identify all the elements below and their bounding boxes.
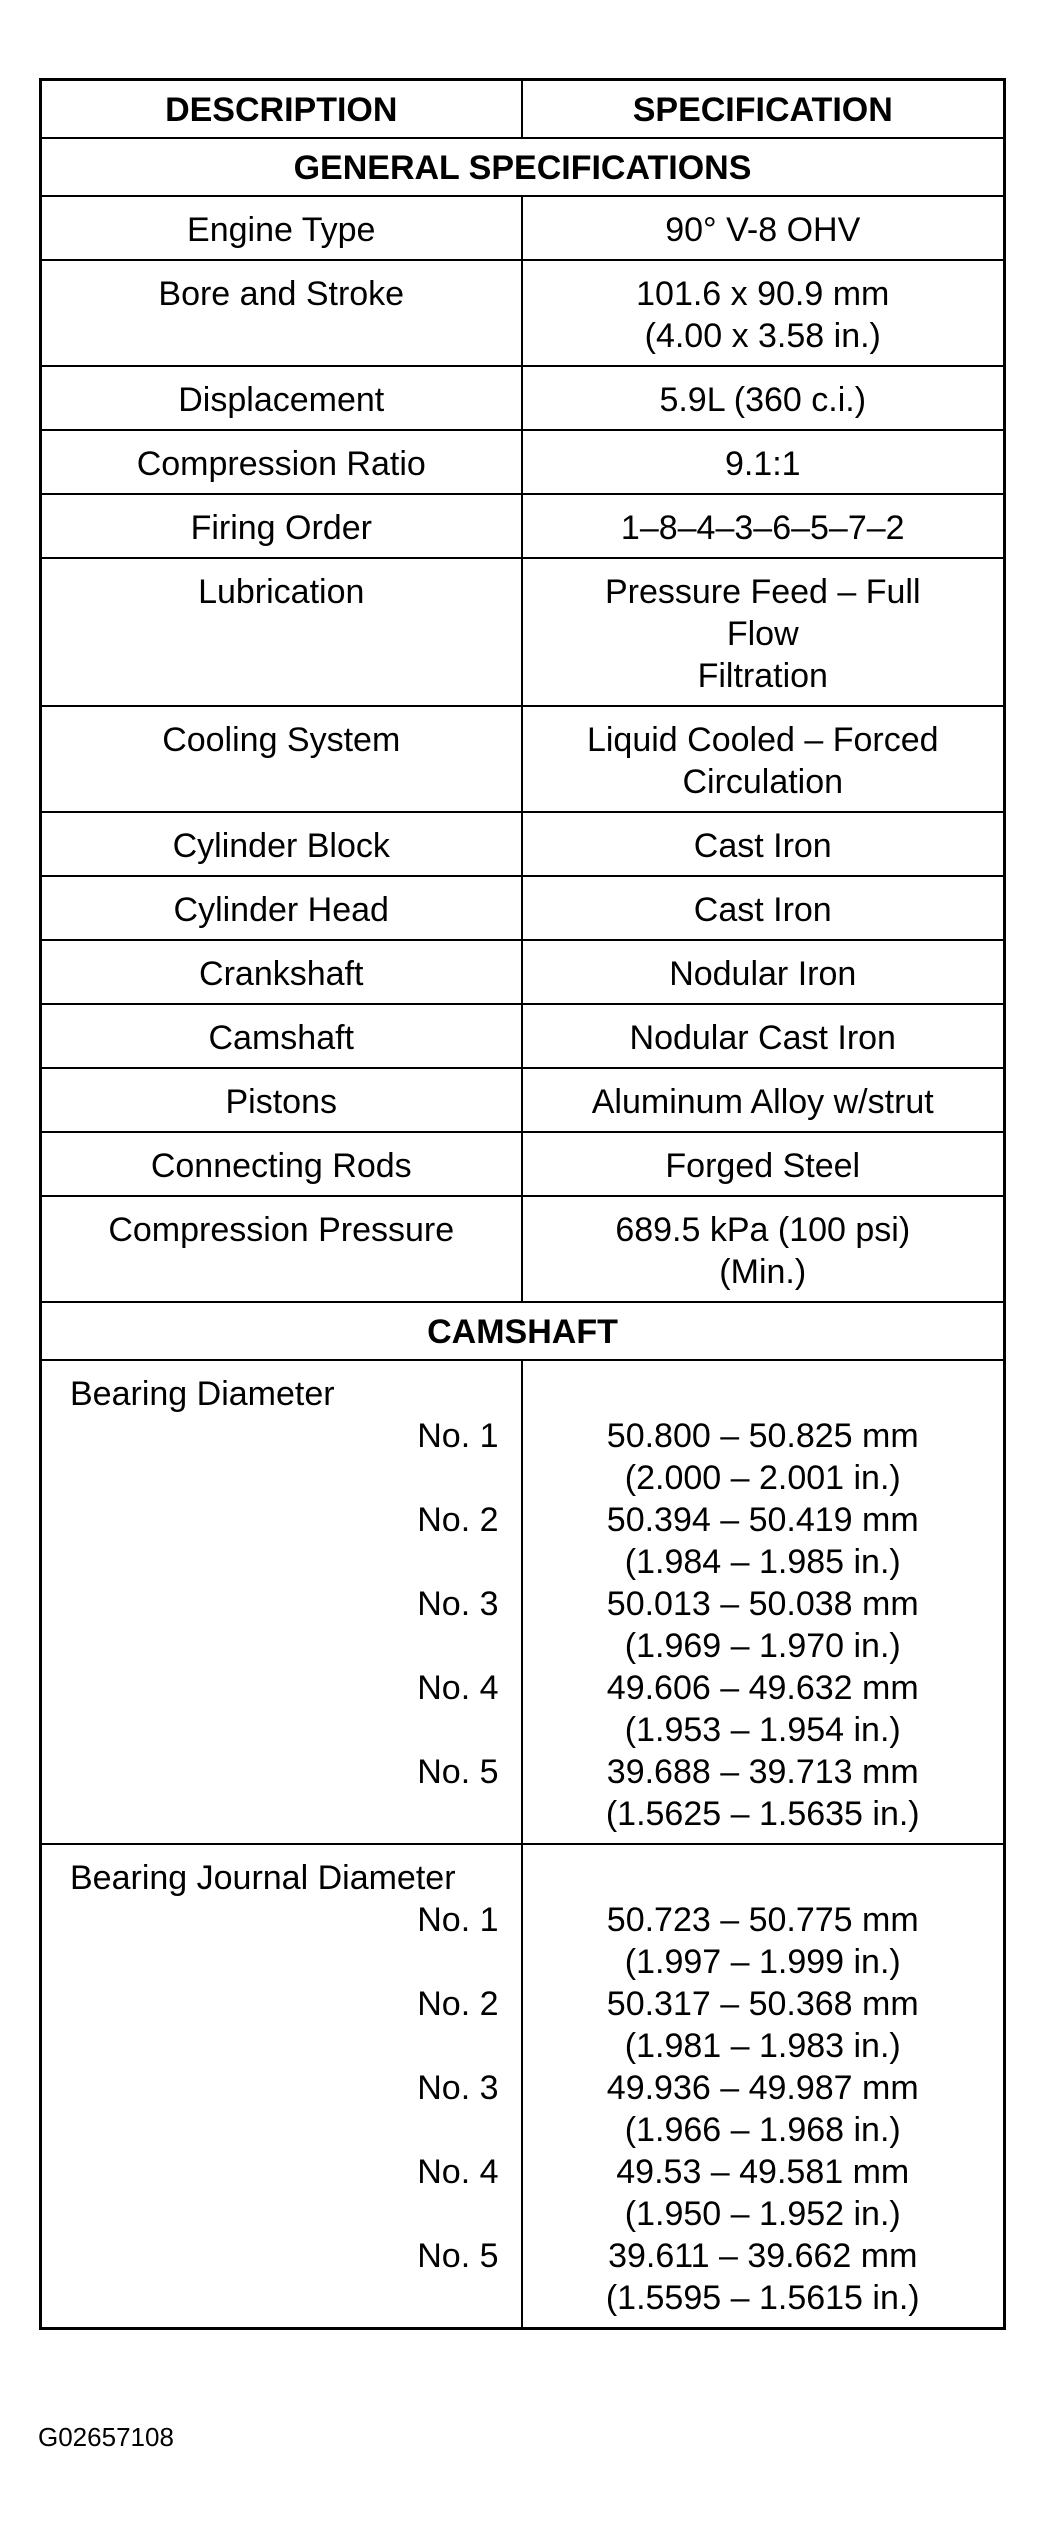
metric-value: 39.611 – 39.662 mm — [608, 2237, 918, 2275]
bearing-number: No. 2 — [417, 1985, 499, 2023]
camshaft-section-row — [41, 1302, 1005, 1360]
bearing-number: No. 4 — [417, 2153, 499, 2191]
metric-value: 49.606 – 49.632 mm — [606, 1669, 919, 1707]
specification-line: (Min.) — [719, 1253, 807, 1291]
bearing-diameter-labels — [41, 1360, 522, 1844]
description-cell: Bore and Stroke — [41, 260, 522, 366]
imperial-value: (1.950 – 1.952 in.) — [624, 2195, 901, 2233]
specification-line: Filtration — [697, 657, 828, 695]
spec-row — [41, 196, 1005, 260]
spec-row — [41, 940, 1005, 1004]
imperial-value: (1.5595 – 1.5615 in.) — [605, 2279, 920, 2317]
specification-line: Flow — [726, 615, 799, 653]
bearing-number: No. 3 — [417, 2069, 499, 2107]
description-cell: Compression Pressure — [41, 1196, 522, 1302]
metric-value: 50.013 – 50.038 mm — [606, 1585, 919, 1623]
bearing-diameter-values — [522, 1360, 1005, 1844]
specification-cell — [522, 494, 1005, 558]
spec-row — [41, 1196, 1005, 1302]
spec-row — [41, 494, 1005, 558]
bearing-number: No. 5 — [417, 1753, 499, 1791]
blank-line — [52, 1709, 511, 1751]
imperial-value: (1.981 – 1.983 in.) — [624, 2027, 901, 2065]
specification-line: Forged Steel — [665, 1147, 861, 1185]
spec-row — [41, 876, 1005, 940]
metric-value: 50.723 – 50.775 mm — [606, 1901, 919, 1939]
spec-row — [41, 1004, 1005, 1068]
description-cell: Engine Type — [41, 196, 522, 260]
metric-value: 49.53 – 49.581 mm — [616, 2153, 910, 2191]
specification-line: 90° V-8 OHV — [665, 211, 861, 249]
blank-line — [52, 1541, 511, 1583]
bearing-number: No. 5 — [417, 2237, 499, 2275]
journal-diameter-labels — [41, 1844, 522, 2329]
spec-table — [39, 78, 1006, 2330]
specification-cell — [522, 260, 1005, 366]
specification-line: 5.9L (360 c.i.) — [659, 381, 867, 419]
blank-line — [52, 2193, 511, 2235]
description-header: DESCRIPTION — [41, 80, 522, 139]
specification-line: 1–8–4–3–6–5–7–2 — [620, 509, 905, 547]
description-cell: Pistons — [41, 1068, 522, 1132]
spec-row — [41, 1132, 1005, 1196]
blank-line — [52, 1457, 511, 1499]
bearing-diameter-row — [41, 1360, 1005, 1844]
specification-line: Cast Iron — [693, 891, 832, 929]
description-cell: Lubrication — [41, 558, 522, 706]
specification-cell — [522, 1068, 1005, 1132]
metric-value: 50.800 – 50.825 mm — [606, 1417, 919, 1455]
specification-cell — [522, 558, 1005, 706]
imperial-value: (1.966 – 1.968 in.) — [624, 2111, 901, 2149]
description-cell: Cooling System — [41, 706, 522, 812]
specification-cell — [522, 1196, 1005, 1302]
general-section-title: GENERAL SPECIFICATIONS — [41, 138, 1005, 196]
specification-line: 101.6 x 90.9 mm — [636, 275, 890, 313]
spec-row — [41, 1068, 1005, 1132]
spec-row — [41, 366, 1005, 430]
blank-line — [52, 1941, 511, 1983]
blank-line — [52, 1625, 511, 1667]
spacer-line — [533, 1373, 994, 1415]
specification-line: Nodular Iron — [669, 955, 857, 993]
bearing-number: No. 1 — [417, 1901, 499, 1939]
spacer-line — [533, 1857, 994, 1899]
spec-row — [41, 260, 1005, 366]
specification-cell — [522, 812, 1005, 876]
metric-value: 50.317 – 50.368 mm — [606, 1985, 919, 2023]
description-cell: Connecting Rods — [41, 1132, 522, 1196]
bearing-number: No. 4 — [417, 1669, 499, 1707]
description-cell: Camshaft — [41, 1004, 522, 1068]
general-section-row — [41, 138, 1005, 196]
bearing-diameter-title: Bearing Diameter — [70, 1375, 335, 1413]
spec-row — [41, 812, 1005, 876]
specification-line: Nodular Cast Iron — [629, 1019, 896, 1057]
spec-row — [41, 706, 1005, 812]
specification-cell — [522, 1132, 1005, 1196]
specification-line: Cast Iron — [693, 827, 832, 865]
specification-cell — [522, 940, 1005, 1004]
specification-line: 689.5 kPa (100 psi) — [615, 1211, 911, 1249]
header-row — [41, 80, 1005, 139]
metric-value: 49.936 – 49.987 mm — [606, 2069, 919, 2107]
spec-table-body — [41, 80, 1005, 2329]
specification-cell — [522, 706, 1005, 812]
description-cell: Compression Ratio — [41, 430, 522, 494]
specification-line: Liquid Cooled – Forced — [586, 721, 939, 759]
spec-row — [41, 558, 1005, 706]
description-cell: Cylinder Head — [41, 876, 522, 940]
specification-line: 9.1:1 — [724, 445, 801, 483]
specification-line: Pressure Feed – Full — [604, 573, 921, 611]
imperial-value: (1.953 – 1.954 in.) — [624, 1711, 901, 1749]
imperial-value: (1.5625 – 1.5635 in.) — [605, 1795, 920, 1833]
specification-cell — [522, 196, 1005, 260]
description-cell: Cylinder Block — [41, 812, 522, 876]
imperial-value: (1.997 – 1.999 in.) — [624, 1943, 901, 1981]
specification-cell — [522, 876, 1005, 940]
specification-header: SPECIFICATION — [522, 80, 1005, 139]
imperial-value: (1.984 – 1.985 in.) — [624, 1543, 901, 1581]
imperial-value: (2.000 – 2.001 in.) — [624, 1459, 901, 1497]
specification-line: (4.00 x 3.58 in.) — [644, 317, 881, 355]
specification-line: Circulation — [682, 763, 844, 801]
blank-line — [52, 2109, 511, 2151]
description-cell: Firing Order — [41, 494, 522, 558]
camshaft-section-title: CAMSHAFT — [41, 1302, 1005, 1360]
specification-cell — [522, 1004, 1005, 1068]
specification-line: Aluminum Alloy w/strut — [591, 1083, 934, 1121]
specification-cell — [522, 366, 1005, 430]
metric-value: 39.688 – 39.713 mm — [606, 1753, 919, 1791]
journal-diameter-title: Bearing Journal Diameter — [70, 1859, 456, 1897]
bearing-number: No. 2 — [417, 1501, 499, 1539]
specification-cell — [522, 430, 1005, 494]
bearing-number: No. 1 — [417, 1417, 499, 1455]
spec-row — [41, 430, 1005, 494]
journal-diameter-row — [41, 1844, 1005, 2329]
blank-line — [52, 2025, 511, 2067]
bearing-number: No. 3 — [417, 1585, 499, 1623]
imperial-value: (1.969 – 1.970 in.) — [624, 1627, 901, 1665]
figure-id: G02657108 — [38, 2422, 174, 2452]
description-cell: Displacement — [41, 366, 522, 430]
metric-value: 50.394 – 50.419 mm — [606, 1501, 919, 1539]
description-cell: Crankshaft — [41, 940, 522, 1004]
journal-diameter-values — [522, 1844, 1005, 2329]
